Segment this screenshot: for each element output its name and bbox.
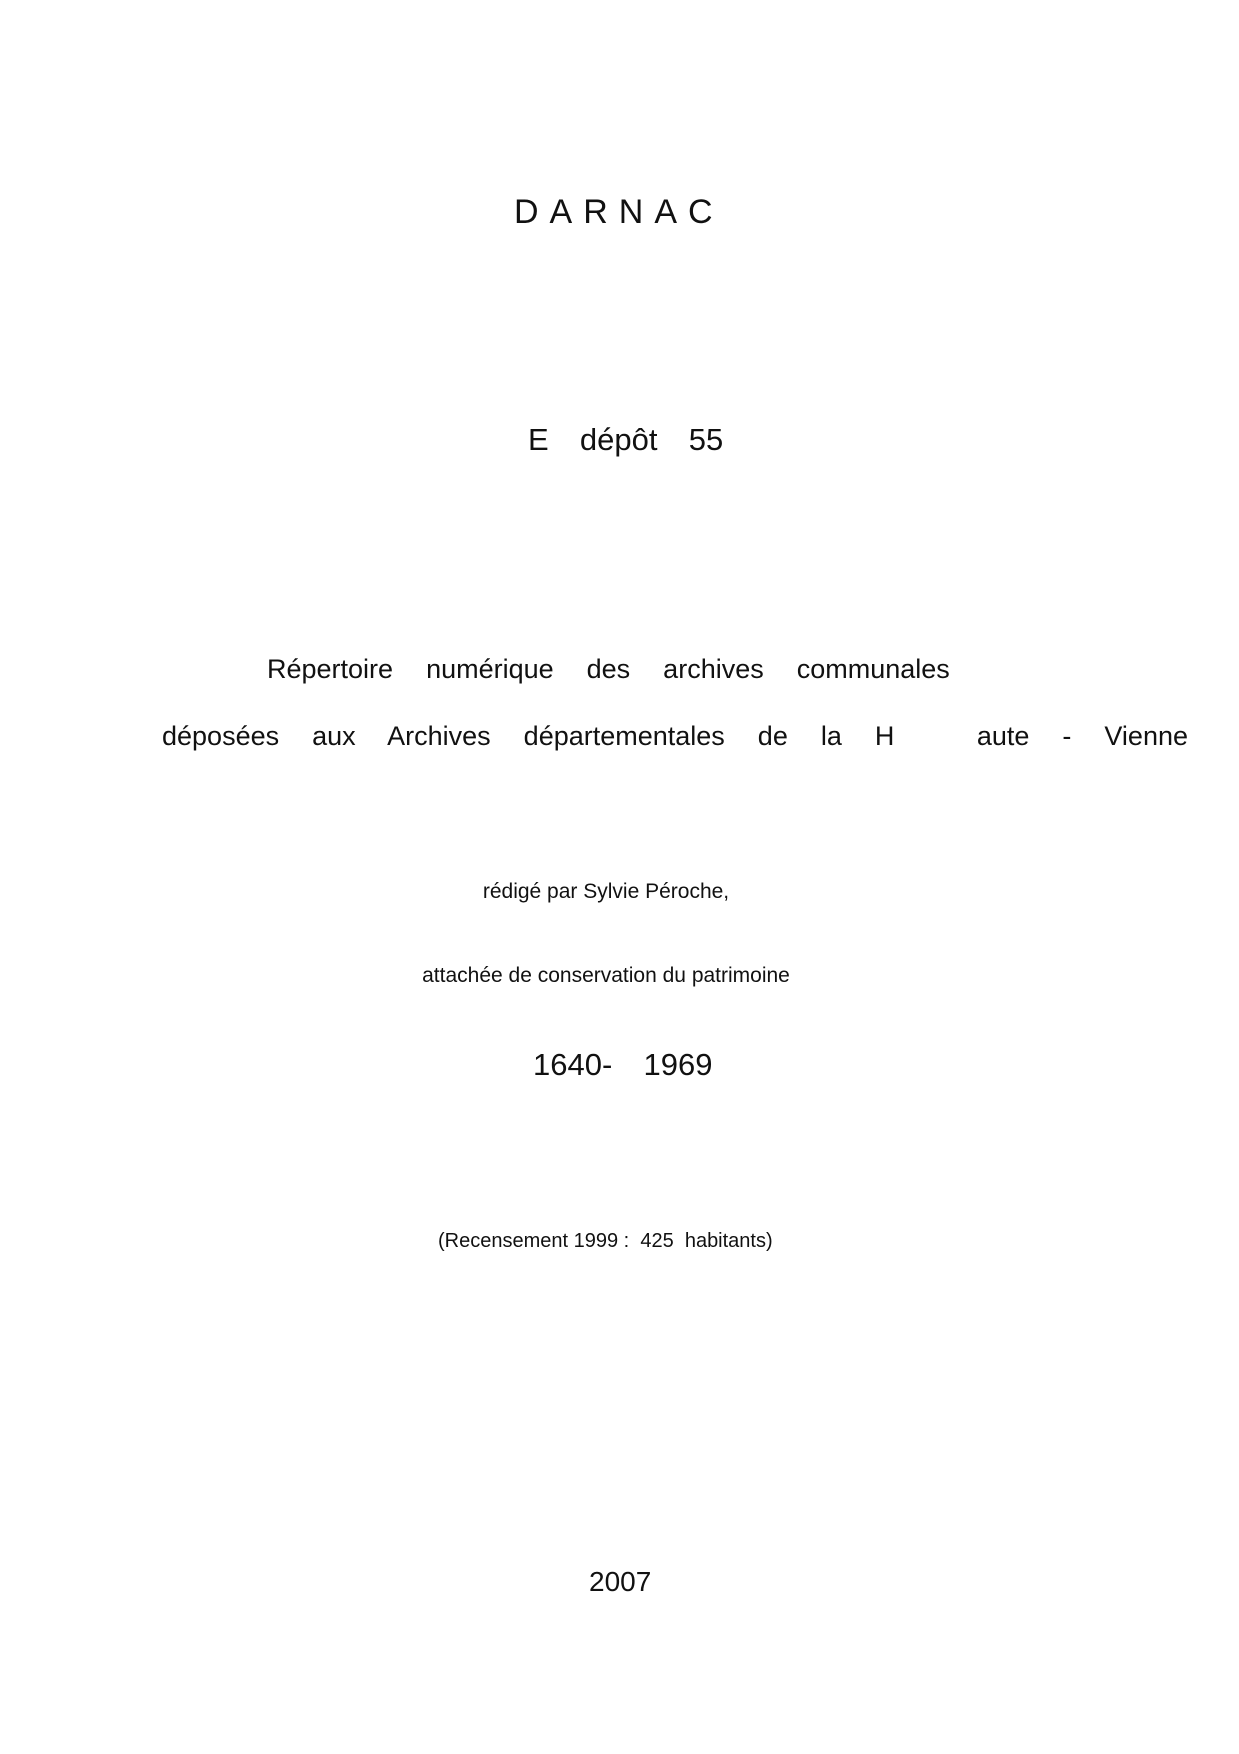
date-range: 1640- 1969 <box>533 1047 713 1082</box>
publication-year: 2007 <box>589 1566 652 1597</box>
author-block <box>0 822 1212 1046</box>
census-note: (Recensement 1999 : 425 habitants) <box>438 1230 773 1252</box>
commune-name: DARNAC <box>514 193 724 231</box>
title-line-1: Répertoire numérique des archives communales <box>267 654 950 684</box>
author-line-2: attachée de conservation du patrimoine <box>422 964 790 987</box>
title-line-2: déposées aux Archives départementales de la H aute - Vienne <box>162 721 1188 751</box>
archive-reference: E dépôt 55 <box>528 422 724 457</box>
author-line-1: rédigé par Sylvie Péroche, <box>482 880 730 903</box>
